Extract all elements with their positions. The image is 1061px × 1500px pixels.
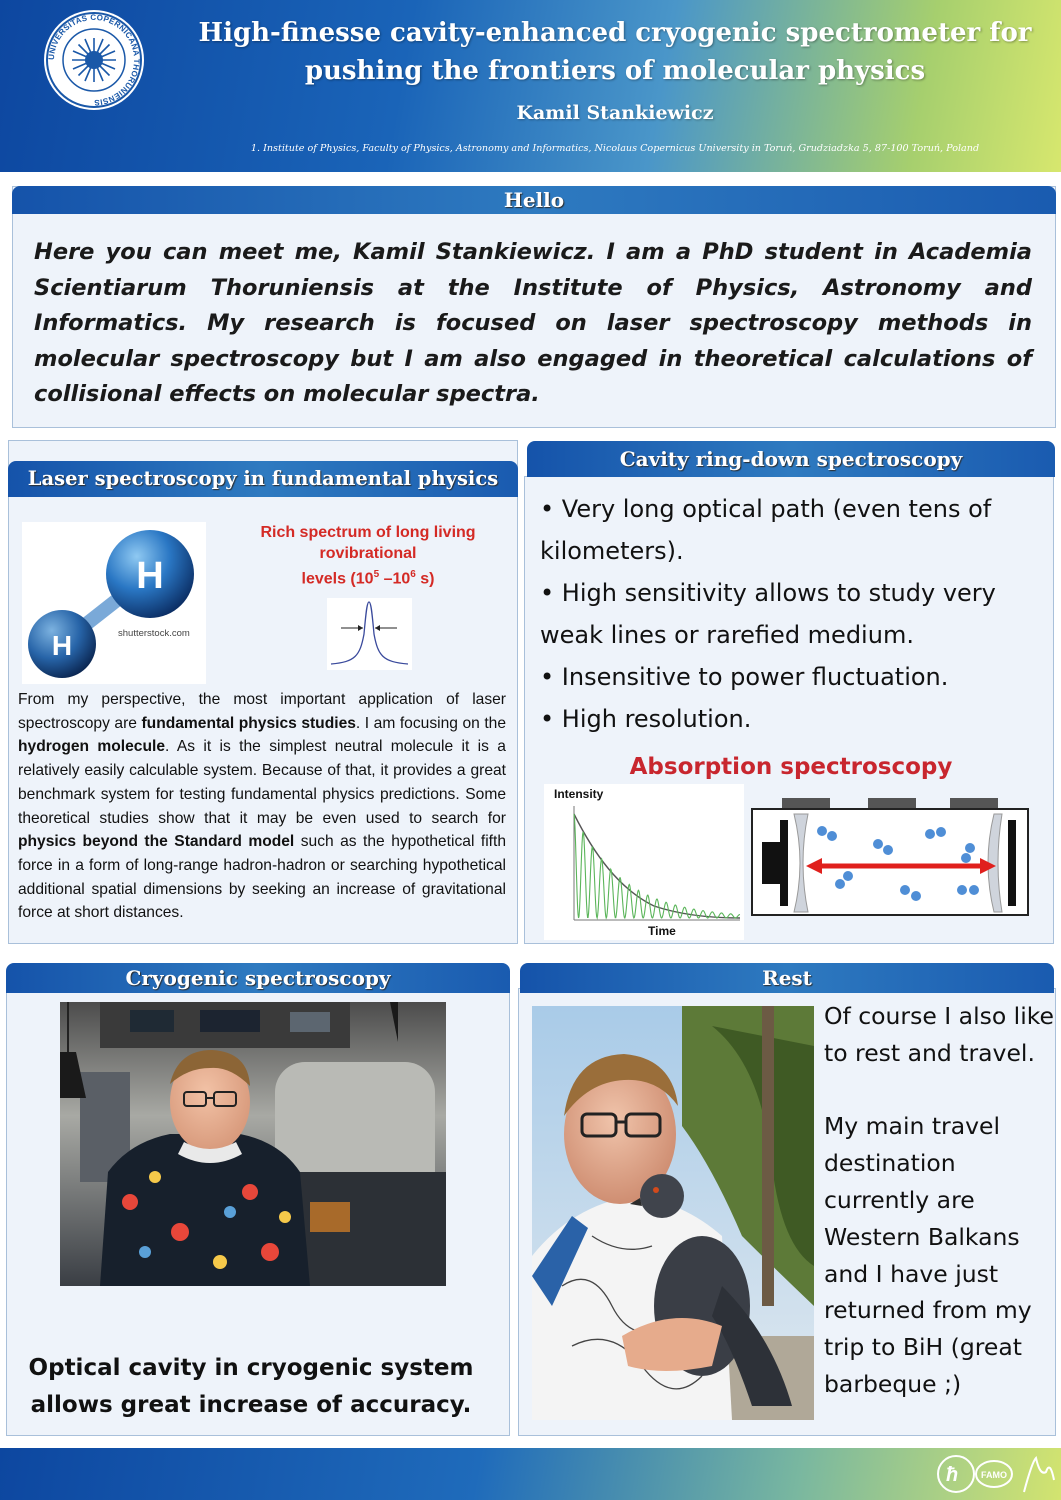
famo-logo-text: FAMO bbox=[981, 1470, 1007, 1480]
poster-header bbox=[0, 0, 1061, 172]
hydrogen-molecule-figure bbox=[22, 522, 206, 684]
laser-source bbox=[762, 842, 780, 884]
spectral-line-sketch bbox=[327, 598, 412, 670]
rich-line-1: Rich spectrum of long living bbox=[260, 524, 476, 541]
cavity-schematic bbox=[750, 798, 1034, 918]
title-line-2: pushing the frontiers of molecular physics bbox=[304, 56, 926, 86]
laser-body-text: From my perspective, the most important application of laser spectroscopy are fundamental physics studies. I am focusing on the hydrogen molecule. As it is the simplest neutral molecule it is a relatively easily calculable system. Because of that, it provides a great benchmark system for testing fundamental physics predictions. Some theoretical studies show that it may be even used to search for physics beyond the Standard model such as the hypothetical fifth force in a form of long-range hadron-hadron or searching hypothetical additional spatial dimensions by seeking an increase of gravitational force at short distances. bbox=[18, 691, 507, 922]
laser-heading: Laser spectroscopy in fundamental physics bbox=[8, 461, 518, 497]
figure-credit: shutterstock.com bbox=[118, 628, 190, 639]
poster-title bbox=[190, 14, 1040, 90]
cryo-caption-line-1: Optical cavity in cryogenic system bbox=[28, 1355, 474, 1381]
atom-label-large: H bbox=[136, 555, 164, 597]
cryo-caption bbox=[10, 1350, 492, 1424]
cavity-port-3 bbox=[950, 798, 998, 808]
title-line-1: High-finesse cavity-enhanced cryogenic spectrometer for bbox=[198, 18, 1032, 48]
cavity-port-2 bbox=[868, 798, 916, 808]
cavity-bullet-1: • Very long optical path (even tens of kilometers). bbox=[540, 495, 992, 565]
absorption-title: Absorption spectroscopy bbox=[629, 754, 953, 780]
signature-logo bbox=[1024, 1458, 1054, 1492]
cryo-heading: Cryogenic spectroscopy bbox=[6, 963, 510, 993]
ringdown-decay-plot bbox=[544, 784, 744, 940]
rest-text-p2: My main travel destination currently are Western Balkans and I have just returned from my trip to BiH (great barbeque ;) bbox=[824, 1112, 1032, 1398]
cavity-port-1 bbox=[782, 798, 830, 808]
university-seal-logo bbox=[42, 8, 146, 112]
plot-y-label: Intensity bbox=[554, 787, 604, 801]
cavity-bullet-2: • High sensitivity allows to study very weak lines or rarefied medium. bbox=[540, 579, 996, 649]
cavity-heading: Cavity ring-down spectroscopy bbox=[527, 441, 1055, 477]
poster-footer bbox=[0, 1448, 1061, 1500]
footer-logos bbox=[936, 1452, 1058, 1498]
rest-text bbox=[824, 998, 1054, 1403]
affiliation: 1. Institute of Physics, Faculty of Physics, Astronomy and Informatics, Nicolaus Copernicus University in Toruń, Grudziadzka 5, 87-100 Toruń, Poland bbox=[250, 143, 980, 154]
seal-lettering: UNIVERSITAS COPERNICANA THORUNIENSIS bbox=[46, 12, 142, 108]
author-name: Kamil Stankiewicz bbox=[516, 102, 714, 124]
rich-spectrum-note bbox=[226, 522, 510, 589]
atom-label-small: H bbox=[51, 630, 73, 661]
cryo-caption-line-2: allows great increase of accuracy. bbox=[30, 1392, 472, 1418]
cavity-bullet-4: • High resolution. bbox=[540, 705, 752, 733]
svg-text:ħ: ħ bbox=[946, 1464, 959, 1486]
hello-heading: Hello bbox=[12, 186, 1056, 214]
cryo-lab-photo bbox=[60, 1002, 446, 1286]
cavity-bullet-3: • Insensitive to power fluctuation. bbox=[540, 663, 949, 691]
travel-photo bbox=[532, 1006, 814, 1420]
plot-x-label: Time bbox=[648, 924, 676, 938]
rest-text-p1: Of course I also like to rest and travel. bbox=[824, 1002, 1054, 1067]
rich-line-3: levels ($10^5$ $-10^6$ s) bbox=[301, 569, 435, 588]
rest-heading: Rest bbox=[520, 963, 1054, 993]
rich-line-2: rovibrational bbox=[319, 545, 417, 562]
hello-text: Here you can meet me, Kamil Stankiewicz. I am a PhD student in Academia Scientiarum Thoruniensis at the Institute of Physics, Astronomy and Informatics. My research is focused on laser spectroscopy methods in molecular spectroscopy but I am also engaged in theoretical calculations of collisional effects on molecular spectra. bbox=[34, 239, 1032, 407]
cavity-bullet-list bbox=[540, 488, 1026, 740]
